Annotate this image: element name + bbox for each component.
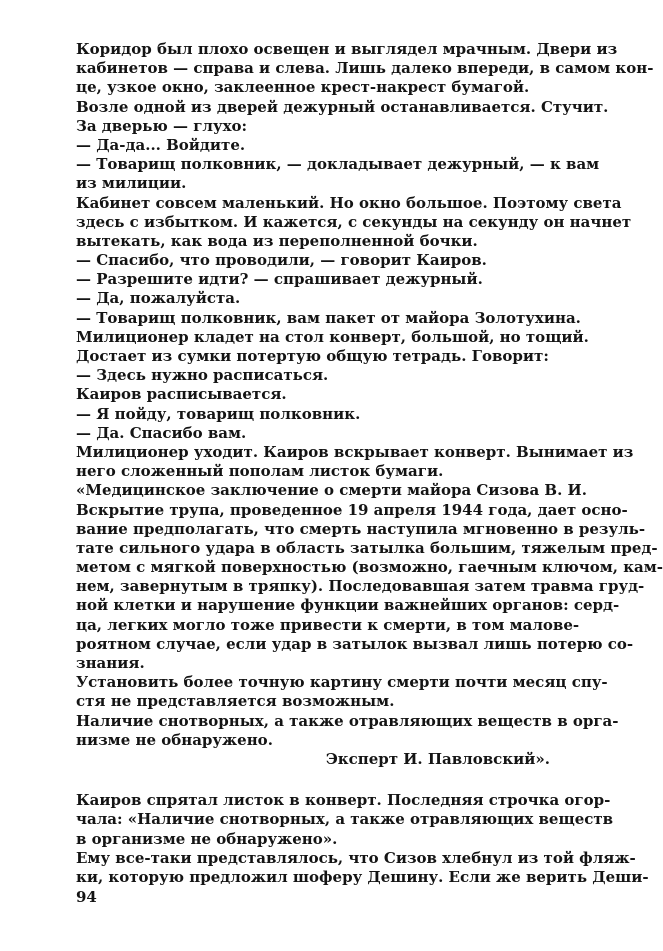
text-line: — Товарищ полковник, вам пакет от майора Золотухина. <box>76 308 581 327</box>
text-line: здесь с избытком. И кажется, с секунды на секунду он начнет <box>76 212 632 231</box>
text-line: Достает из сумки потертую общую тетрадь. Говорит: <box>76 347 549 365</box>
text-line: Наличие снотворных, а также отравляющих веществ в орга- <box>76 711 619 730</box>
text-line: Возле одной из дверей дежурный останавливается. Стучит. <box>76 97 609 116</box>
text-line: — Разрешите идти? — спрашивает дежурный. <box>76 270 483 289</box>
text-line: нем, завернутым в тряпку). Последовавшая затем травма груд- <box>76 577 645 596</box>
text-line: ной клетки и нарушение функции важнейших органов: серд- <box>76 596 620 615</box>
text-line: тате сильного удара в область затылка большим, тяжелым пред- <box>76 538 658 557</box>
text-line: — Я пойду, товарищ полковник. <box>76 404 361 423</box>
text-line: Вскрытие трупа, проведенное 19 апреля 1944 года, дает осно- <box>76 500 628 519</box>
text-line: — Спасибо, что проводили, — говорит Каиров. <box>76 251 487 270</box>
text-line: кабинетов — справа и слева. Лишь далеко впереди, в самом кон- <box>76 59 654 78</box>
text-line: — Да. Спасибо вам. <box>76 423 247 442</box>
text-line: вытекать, как вода из переполненной бочки. <box>76 231 478 250</box>
text-line: вание предполагать, что смерть наступила мгновенно в резуль- <box>76 519 646 538</box>
text-line: Коридор был плохо освещен и выглядел мрачным. Двери из <box>76 40 618 58</box>
text-line: це, узкое окно, заклеенное крест-накрест бумагой. <box>76 78 530 97</box>
text-line: знания. <box>76 654 145 672</box>
text-line: стя не представляется возможным. <box>76 692 395 711</box>
page-number: 94 <box>76 888 97 906</box>
text-line: Кабинет совсем маленький. Но окно большое. Поэтому света <box>76 193 622 212</box>
text-line: ца, легких могло тоже привести к смерти, в том малове- <box>76 615 580 634</box>
signature-line: Эксперт И. Павловский». <box>325 749 550 768</box>
text-line: Милиционер кладет на стол конверт, большой, но тощий. <box>76 327 589 346</box>
text-line: Ему все-таки представлялось, что Сизов хлебнул из той фляж- <box>76 848 636 867</box>
text-line: ки, которую предложил шоферу Дешину. Если же верить Деши- <box>76 867 649 886</box>
text-line: — Здесь нужно расписаться. <box>76 366 329 385</box>
text-line: — Да, пожалуйста. <box>76 289 241 308</box>
text-line: в организме не обнаружено». <box>76 829 338 848</box>
text-line: из милиции. <box>76 174 187 193</box>
text-line: роятном случае, если удар в затылок вызвал лишь потерю со- <box>76 634 634 653</box>
text-line: — Да-да... Войдите. <box>76 135 246 154</box>
text-line: «Медицинское заключение о смерти майора Сизова В. И. <box>76 481 587 500</box>
text-line: Установить более точную картину смерти почти месяц спу- <box>76 673 608 692</box>
text-line: За дверью — глухо: <box>76 116 248 135</box>
text-line: метом с мягкой поверхностью (возможно, гаечным ключом, кам- <box>76 558 663 577</box>
text-line: Милиционер уходит. Каиров вскрывает конверт. Вынимает из <box>76 442 634 461</box>
text-line: него сложенный пополам листок бумаги. <box>76 462 444 481</box>
page-text <box>76 40 663 887</box>
text-line: чала: «Наличие снотворных, а также отравляющих веществ <box>76 810 614 829</box>
text-line: Каиров расписывается. <box>76 385 287 404</box>
text-line: Каиров спрятал листок в конверт. Последняя строчка огор- <box>76 791 611 810</box>
text-line: — Товарищ полковник, — докладывает дежурный, — к вам <box>76 155 600 174</box>
text-line: низме не обнаружено. <box>76 730 273 749</box>
section-gap <box>76 769 550 791</box>
